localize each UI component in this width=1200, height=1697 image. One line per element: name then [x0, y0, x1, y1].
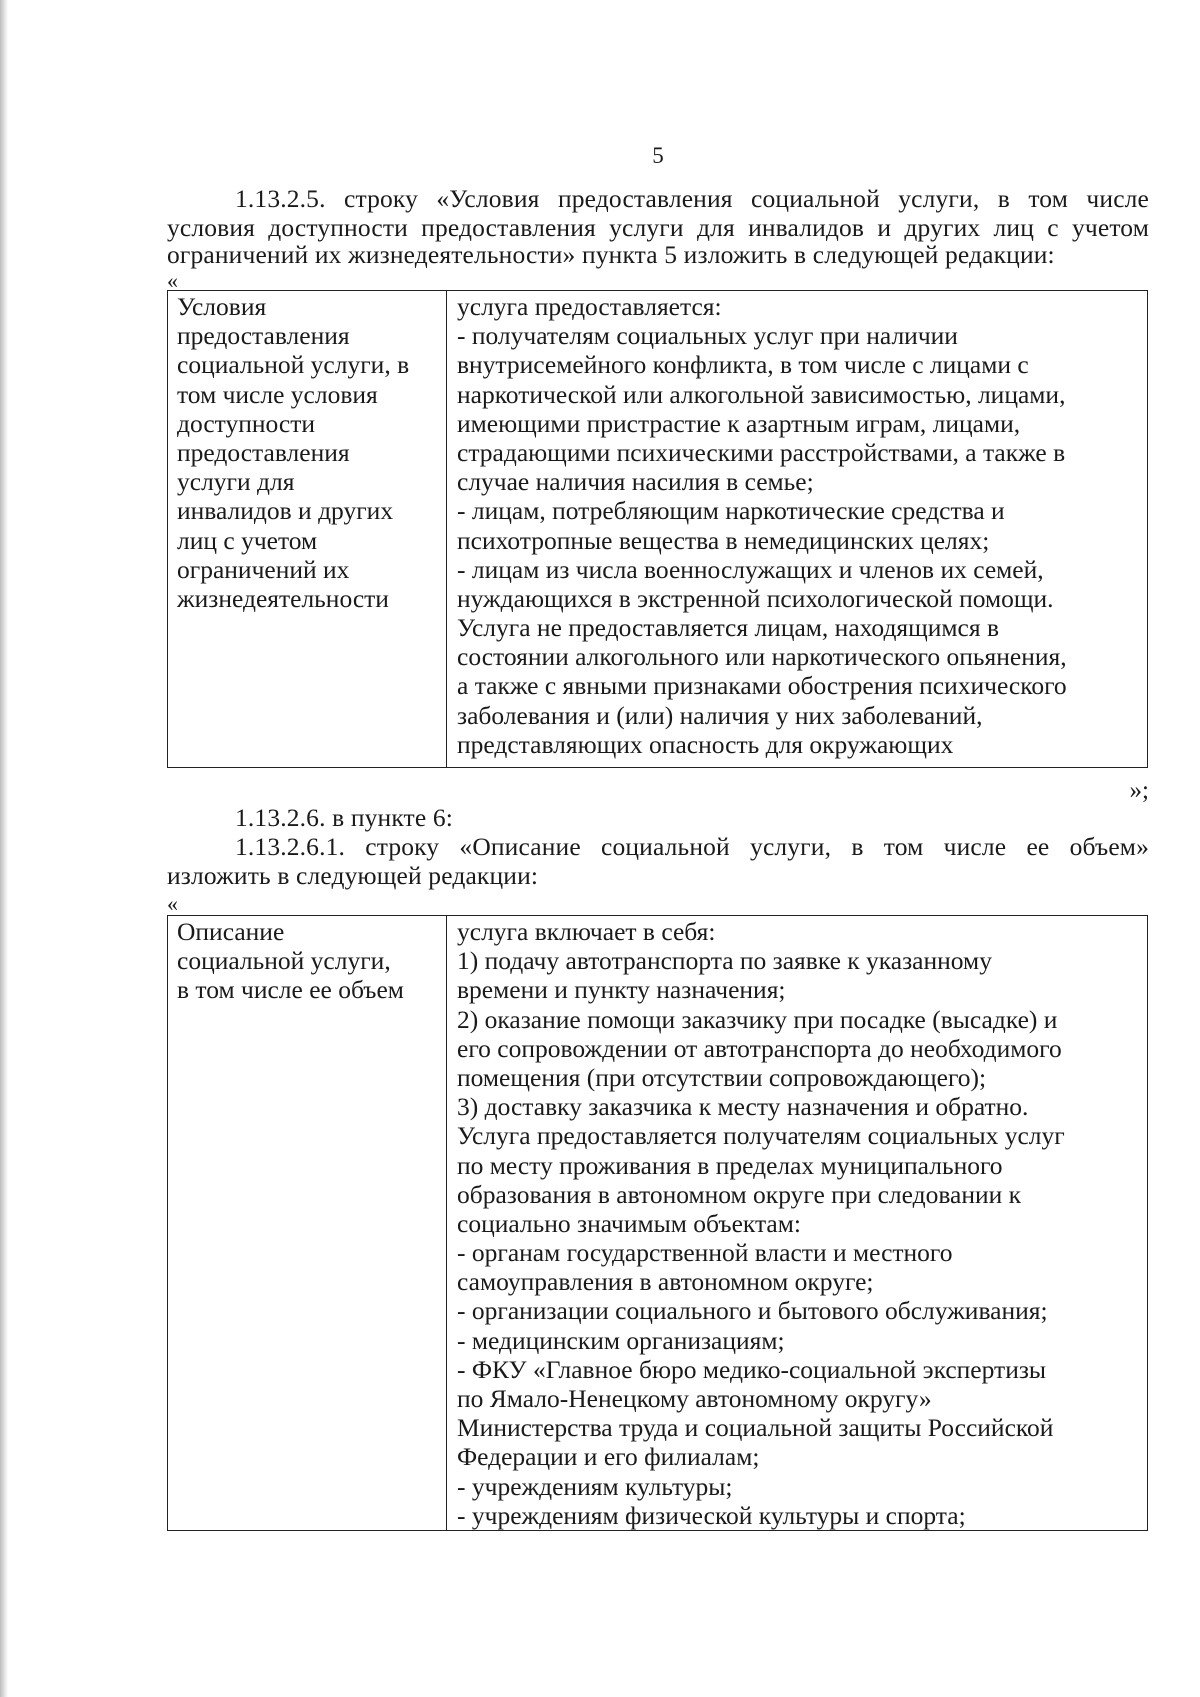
table-conditions — [167, 290, 1148, 768]
table-text-line: внутрисемейного конфликта, в том числе с лицами с — [457, 350, 1029, 380]
table-text-line: нуждающихся в экстренной психологической помощи. — [457, 583, 1054, 613]
table-text-line: инвалидов и других — [177, 496, 394, 526]
table-text-line: образования в автономном округе при следовании к — [457, 1179, 1022, 1209]
clause-number: 1.13.2.5. — [235, 184, 326, 213]
table-text-line: - лицам из числа военнослужащих и членов их семей, — [457, 554, 1044, 584]
table-description — [167, 915, 1148, 1531]
table-text-line: его сопровождении от автотранспорта до необходимого — [457, 1033, 1062, 1063]
table-text-line: 3) доставку заказчика к месту назначения и обратно. — [457, 1092, 1029, 1122]
table-text-line: социально значимым объектам: — [457, 1208, 801, 1238]
table-text-line: доступности — [177, 408, 316, 438]
table-text-line: заболевания и (или) наличия у них заболеваний, — [457, 700, 983, 730]
table-text-line: наркотической или алкогольной зависимостью, лицами, — [457, 379, 1066, 409]
table-text-line: предоставления — [177, 321, 350, 351]
paragraph-1-13-2-5-line-1: 1.13.2.5. строку «Условия предоставления социальной услуги, в том числе — [235, 184, 1150, 213]
table-text-line: услуга включает в себя: — [457, 917, 716, 946]
table-text-line: - учреждениям физической культуры и спорта; — [457, 1500, 966, 1530]
table-description-content-cell — [447, 916, 1147, 1530]
table-text-line: по месту проживания в пределах муниципального — [457, 1150, 1003, 1180]
paragraph-1-13-2-6-1-line-2: изложить в следующей редакции: — [167, 861, 539, 890]
table-text-line: - ФКУ «Главное бюро медико-социальной экспертизы — [457, 1354, 1047, 1384]
table-text-line: в том числе ее объем — [177, 975, 404, 1005]
paragraph-1-13-2-6-1-line-1: 1.13.2.6.1. строку «Описание социальной услуги, в том числе ее объем» — [235, 832, 1149, 861]
table-text-line: социальной услуги, — [177, 946, 391, 976]
table-text-line: страдающими психическими расстройствами, а также в — [457, 437, 1066, 467]
table-text-line: Услуга предоставляется получателям социальных услуг — [457, 1121, 1065, 1151]
table-text-line: времени и пункту назначения; — [457, 975, 786, 1005]
table-text-line: по Ямало-Ненецкому автономному округу» — [457, 1384, 932, 1413]
table-text-line: услуги для — [177, 467, 295, 497]
table-text-line: Министерства труда и социальной защиты Российской — [457, 1413, 1054, 1443]
table-text-line: - органам государственной власти и местного — [457, 1238, 953, 1268]
table-text-line: психотропные вещества в немедицинских целях; — [457, 525, 990, 555]
table-text-line: Федерации и его филиалам; — [457, 1442, 760, 1472]
table-text-line: Услуга не предоставляется лицам, находящимся в — [457, 613, 1000, 643]
table-text-line: - учреждениям культуры; — [457, 1471, 733, 1501]
table-description-label-cell — [168, 916, 447, 1530]
paragraph-1-13-2-6: 1.13.2.6. в пункте 6: — [235, 803, 453, 832]
table-text-line: 1) подачу автотранспорта по заявке к указанному — [457, 946, 992, 976]
table-text-line: Описание — [177, 917, 285, 946]
table-text-line: случае наличия насилия в семье; — [457, 467, 814, 497]
table-text-line: а также с явными признаками обострения психического — [457, 671, 1067, 701]
table-conditions-content-cell — [447, 291, 1147, 767]
table-text-line: представляющих опасность для окружающих — [457, 729, 954, 759]
opening-quote: « — [167, 268, 178, 293]
table-text-line: помещения (при отсутствии сопровождающего); — [457, 1062, 987, 1092]
opening-quote-2: « — [167, 891, 178, 916]
page-number: 5 — [652, 143, 664, 168]
table-text-line: услуга предоставляется: — [457, 292, 722, 321]
table-text-line: жизнедеятельности — [177, 583, 389, 613]
table-text-line: - организации социального и бытового обслуживания; — [457, 1296, 1048, 1326]
table-text-line: том числе условия — [177, 379, 378, 409]
table-conditions-label-cell — [168, 291, 447, 767]
table-text-line: лиц с учетом — [177, 525, 318, 555]
table-text-line: - лицам, потребляющим наркотические средства и — [457, 496, 1005, 526]
table-text-line: имеющими пристрастие к азартным играм, лицами, — [457, 408, 1021, 438]
table-text-line: самоуправления в автономном округе; — [457, 1267, 874, 1297]
table-text-line: 2) оказание помощи заказчику при посадке (высадке) и — [457, 1004, 1058, 1034]
table-text-line: - медицинским организациям; — [457, 1325, 785, 1355]
table-text-line: Условия — [177, 292, 267, 321]
table-text-line: социальной услуги, в — [177, 350, 410, 380]
scan-edge — [0, 0, 8, 1697]
table-text-line: предоставления — [177, 437, 350, 467]
closing-quote: »; — [1129, 777, 1149, 804]
paragraph-1-13-2-5-line-2: условия доступности предоставления услуги для инвалидов и других лиц с учетом — [167, 213, 1149, 242]
table-text-line: ограничений их — [177, 554, 350, 584]
table-text-line: состоянии алкогольного или наркотического опьянения, — [457, 642, 1067, 672]
table-text-line: - получателям социальных услуг при наличии — [457, 321, 958, 351]
paragraph-1-13-2-5-line-3: ограничений их жизнедеятельности» пункта 5 изложить в следующей редакции: — [167, 240, 1055, 269]
